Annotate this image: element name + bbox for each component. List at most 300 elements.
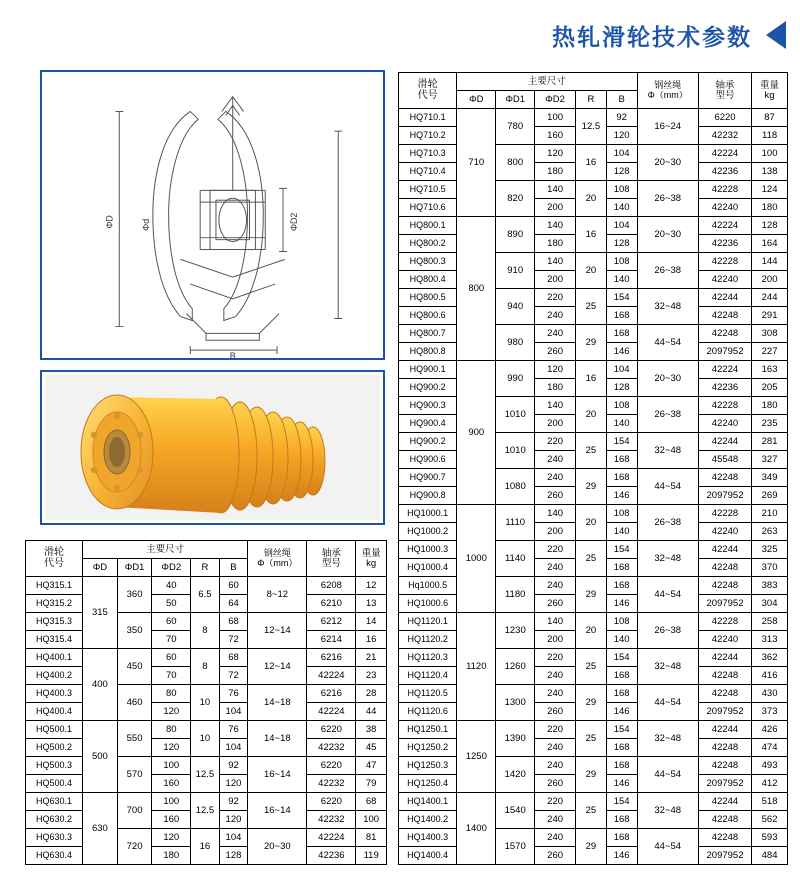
cell-code: HQ315.4 xyxy=(26,631,83,649)
cell-weight: 16 xyxy=(356,631,387,649)
cell-b: 140 xyxy=(606,631,637,649)
cell-d2: 240 xyxy=(535,469,576,487)
cell-code: HQ500.2 xyxy=(26,739,83,757)
sheave-cross-section-drawing xyxy=(42,72,383,358)
table-row xyxy=(26,721,387,739)
cell-r: 25 xyxy=(576,289,607,325)
cell-code: HQ1120.3 xyxy=(399,649,457,667)
cell-d2: 240 xyxy=(535,577,576,595)
cell-d2: 140 xyxy=(535,253,576,271)
cell-d2: 220 xyxy=(535,649,576,667)
cell-weight: 21 xyxy=(356,649,387,667)
cell-rope: 32~48 xyxy=(637,289,698,325)
cell-r: 16 xyxy=(191,829,220,865)
cell-d1: 1230 xyxy=(496,613,535,649)
cell-b: 72 xyxy=(219,631,248,649)
cell-rope: 26~38 xyxy=(637,613,698,649)
cell-weight: 45 xyxy=(356,739,387,757)
cell-b: 128 xyxy=(606,235,637,253)
cell-code: HQ1120.4 xyxy=(399,667,457,685)
cell-code: HQ900.2 xyxy=(399,433,457,451)
cell-rope: 32~48 xyxy=(637,433,698,469)
cell-code: HQ1120.1 xyxy=(399,613,457,631)
cell-weight: 81 xyxy=(356,829,387,847)
cell-d2: 140 xyxy=(535,613,576,631)
cell-b: 168 xyxy=(606,451,637,469)
cell-d1: 1010 xyxy=(496,433,535,469)
cell-bearing: 6216 xyxy=(307,685,356,703)
cell-code: HQ800.6 xyxy=(399,307,457,325)
cell-d2: 200 xyxy=(535,415,576,433)
cell-code: HQ1120.5 xyxy=(399,685,457,703)
cell-weight: 518 xyxy=(752,793,788,811)
cell-bearing: 42232 xyxy=(307,739,356,757)
cell-b: 168 xyxy=(606,757,637,775)
cell-bearing: 6212 xyxy=(307,613,356,631)
header-dim-1: ΦD1 xyxy=(496,91,535,109)
cell-code: HQ630.2 xyxy=(26,811,83,829)
cell-r: 29 xyxy=(576,685,607,721)
cell-rope: 26~38 xyxy=(637,253,698,289)
cell-weight: 493 xyxy=(752,757,788,775)
cell-bearing: 42248 xyxy=(698,577,751,595)
cell-r: 25 xyxy=(576,541,607,577)
cell-code: HQ1400.3 xyxy=(399,829,457,847)
cell-r: 29 xyxy=(576,829,607,865)
cell-weight: 164 xyxy=(752,235,788,253)
cell-code: HQ800.3 xyxy=(399,253,457,271)
cell-d2: 260 xyxy=(535,703,576,721)
header-dim-1: ΦD1 xyxy=(117,559,152,577)
table-row xyxy=(399,613,788,631)
cell-bearing: 42224 xyxy=(698,145,751,163)
cell-d1: 910 xyxy=(496,253,535,289)
cell-code: HQ900.8 xyxy=(399,487,457,505)
cell-code: HQ710.3 xyxy=(399,145,457,163)
svg-text:Φd: Φd xyxy=(140,218,151,231)
cell-code: HQ315.3 xyxy=(26,613,83,631)
cell-code: HQ1000.4 xyxy=(399,559,457,577)
cell-weight: 100 xyxy=(356,811,387,829)
cell-d2: 140 xyxy=(535,397,576,415)
cell-b: 154 xyxy=(606,649,637,667)
cell-rope: 44~54 xyxy=(637,469,698,505)
cell-code: HQ315.2 xyxy=(26,595,83,613)
cell-d2: 180 xyxy=(535,163,576,181)
technical-drawing-panel xyxy=(40,70,385,360)
cell-b: 104 xyxy=(219,703,248,721)
cell-bearing: 42236 xyxy=(698,163,751,181)
cell-rope: 8~12 xyxy=(248,577,307,613)
cell-code: HQ1250.2 xyxy=(399,739,457,757)
cell-d2: 120 xyxy=(535,145,576,163)
cell-bearing: 6220 xyxy=(307,721,356,739)
table-row xyxy=(399,721,788,739)
header-code: 滑轮 代号 xyxy=(26,541,83,577)
header-rope: 钢丝绳 Φ（mm） xyxy=(637,73,698,109)
table-row xyxy=(399,505,788,523)
cell-b: 92 xyxy=(606,109,637,127)
cell-d2: 240 xyxy=(535,739,576,757)
cell-b: 146 xyxy=(606,847,637,865)
cell-bearing: 6208 xyxy=(307,577,356,595)
cell-b: 108 xyxy=(606,253,637,271)
cell-d1: 1180 xyxy=(496,577,535,613)
cell-code: HQ710.2 xyxy=(399,127,457,145)
header-code: 滑轮 代号 xyxy=(399,73,457,109)
spec-table-large xyxy=(398,72,788,865)
cell-r: 25 xyxy=(576,649,607,685)
cell-rope: 20~30 xyxy=(637,361,698,397)
cell-d: 315 xyxy=(83,577,118,649)
cell-code: HQ900.7 xyxy=(399,469,457,487)
table-row xyxy=(399,109,788,127)
header-dim-2: ΦD2 xyxy=(152,559,191,577)
cell-d: 1250 xyxy=(457,721,496,793)
cell-d2: 160 xyxy=(152,775,191,793)
cell-bearing: 42228 xyxy=(698,397,751,415)
cell-d2: 100 xyxy=(152,757,191,775)
cell-code: HQ1250.1 xyxy=(399,721,457,739)
cell-weight: 23 xyxy=(356,667,387,685)
cell-d1: 700 xyxy=(117,793,152,829)
cell-rope: 44~54 xyxy=(637,757,698,793)
cell-bearing: 42228 xyxy=(698,181,751,199)
cell-d2: 160 xyxy=(152,811,191,829)
cell-d2: 100 xyxy=(152,793,191,811)
header-dim-3: R xyxy=(191,559,220,577)
cell-weight: 362 xyxy=(752,649,788,667)
cell-b: 128 xyxy=(606,379,637,397)
cell-b: 168 xyxy=(606,559,637,577)
table-row xyxy=(26,685,387,703)
cell-d1: 550 xyxy=(117,721,152,757)
cell-d1: 780 xyxy=(496,109,535,145)
cell-d: 400 xyxy=(83,649,118,721)
cell-bearing: 42244 xyxy=(698,793,751,811)
cell-d2: 220 xyxy=(535,289,576,307)
cell-d1: 990 xyxy=(496,361,535,397)
cell-rope: 12~14 xyxy=(248,613,307,649)
cell-b: 154 xyxy=(606,541,637,559)
cell-weight: 235 xyxy=(752,415,788,433)
cell-d2: 240 xyxy=(535,757,576,775)
product-photo xyxy=(45,375,380,520)
cell-d2: 70 xyxy=(152,667,191,685)
cell-r: 20 xyxy=(576,181,607,217)
cell-weight: 327 xyxy=(752,451,788,469)
cell-b: 154 xyxy=(606,721,637,739)
cell-d: 800 xyxy=(457,217,496,361)
cell-rope: 32~48 xyxy=(637,649,698,685)
cell-d1: 460 xyxy=(117,685,152,721)
cell-d2: 260 xyxy=(535,343,576,361)
cell-weight: 87 xyxy=(752,109,788,127)
cell-b: 154 xyxy=(606,433,637,451)
cell-code: HQ1000.3 xyxy=(399,541,457,559)
header-bearing: 轴承 型号 xyxy=(307,541,356,577)
cell-bearing: 6216 xyxy=(307,649,356,667)
cell-code: HQ1400.4 xyxy=(399,847,457,865)
cell-code: HQ400.4 xyxy=(26,703,83,721)
cell-code: HQ800.1 xyxy=(399,217,457,235)
cell-r: 16 xyxy=(576,145,607,181)
cell-weight: 100 xyxy=(752,145,788,163)
cell-r: 10 xyxy=(191,721,220,757)
header-weight: 重量 kg xyxy=(752,73,788,109)
cell-weight: 28 xyxy=(356,685,387,703)
cell-d1: 360 xyxy=(117,577,152,613)
header-bearing: 轴承 型号 xyxy=(698,73,751,109)
cell-code: HQ800.4 xyxy=(399,271,457,289)
cell-code: HQ710.4 xyxy=(399,163,457,181)
cell-d: 1400 xyxy=(457,793,496,865)
cell-r: 29 xyxy=(576,577,607,613)
cell-bearing: 42228 xyxy=(698,505,751,523)
cell-bearing: 2097952 xyxy=(698,703,751,721)
cell-weight: 313 xyxy=(752,631,788,649)
cell-d2: 260 xyxy=(535,595,576,613)
table-row xyxy=(399,217,788,235)
cell-d: 710 xyxy=(457,109,496,217)
cell-d2: 220 xyxy=(535,541,576,559)
cell-d2: 200 xyxy=(535,199,576,217)
cell-d2: 180 xyxy=(535,235,576,253)
cell-d2: 200 xyxy=(535,523,576,541)
cell-b: 108 xyxy=(606,397,637,415)
header-dim-4: B xyxy=(219,559,248,577)
cell-d1: 1110 xyxy=(496,505,535,541)
cell-r: 29 xyxy=(576,325,607,361)
cell-weight: 349 xyxy=(752,469,788,487)
cell-weight: 13 xyxy=(356,595,387,613)
cell-weight: 144 xyxy=(752,253,788,271)
cell-d2: 140 xyxy=(535,181,576,199)
cell-d2: 260 xyxy=(535,847,576,865)
cell-weight: 227 xyxy=(752,343,788,361)
cell-bearing: 42224 xyxy=(307,667,356,685)
cell-d2: 160 xyxy=(535,127,576,145)
cell-rope: 26~38 xyxy=(637,505,698,541)
cell-weight: 12 xyxy=(356,577,387,595)
cell-bearing: 42224 xyxy=(307,703,356,721)
cell-b: 108 xyxy=(606,181,637,199)
cell-bearing: 42248 xyxy=(698,739,751,757)
cell-d: 500 xyxy=(83,721,118,793)
cell-weight: 44 xyxy=(356,703,387,721)
cell-rope: 20~30 xyxy=(637,217,698,253)
cell-b: 168 xyxy=(606,577,637,595)
cell-r: 25 xyxy=(576,721,607,757)
cell-bearing: 42248 xyxy=(698,829,751,847)
cell-weight: 370 xyxy=(752,559,788,577)
cell-bearing: 42232 xyxy=(698,127,751,145)
cell-b: 168 xyxy=(606,325,637,343)
cell-bearing: 2097952 xyxy=(698,487,751,505)
cell-rope: 44~54 xyxy=(637,325,698,361)
cell-bearing: 42248 xyxy=(698,685,751,703)
cell-code: HQ400.2 xyxy=(26,667,83,685)
cell-d2: 260 xyxy=(535,775,576,793)
cell-d1: 890 xyxy=(496,217,535,253)
svg-text:B: B xyxy=(229,350,236,358)
cell-code: HQ800.2 xyxy=(399,235,457,253)
cell-weight: 200 xyxy=(752,271,788,289)
cell-d2: 140 xyxy=(535,217,576,235)
cell-d: 630 xyxy=(83,793,118,865)
left-triangle-icon xyxy=(766,21,786,49)
cell-d1: 1570 xyxy=(496,829,535,865)
cell-d1: 1080 xyxy=(496,469,535,505)
cell-weight: 291 xyxy=(752,307,788,325)
table-header-row xyxy=(399,73,788,91)
cell-bearing: 42224 xyxy=(307,829,356,847)
table-row xyxy=(26,613,387,631)
cell-bearing: 42240 xyxy=(698,271,751,289)
page-header xyxy=(400,10,790,60)
cell-bearing: 2097952 xyxy=(698,343,751,361)
cell-rope: 12~14 xyxy=(248,649,307,685)
cell-b: 168 xyxy=(606,685,637,703)
spec-table-small xyxy=(25,540,387,865)
cell-b: 146 xyxy=(606,487,637,505)
cell-weight: 383 xyxy=(752,577,788,595)
cell-b: 72 xyxy=(219,667,248,685)
cell-b: 140 xyxy=(606,271,637,289)
cell-weight: 484 xyxy=(752,847,788,865)
cell-bearing: 42248 xyxy=(698,325,751,343)
cell-r: 20 xyxy=(576,397,607,433)
cell-bearing: 45548 xyxy=(698,451,751,469)
cell-b: 76 xyxy=(219,721,248,739)
cell-weight: 308 xyxy=(752,325,788,343)
header-dim-2: ΦD2 xyxy=(535,91,576,109)
cell-d2: 240 xyxy=(535,667,576,685)
cell-b: 146 xyxy=(606,703,637,721)
cell-bearing: 2097952 xyxy=(698,595,751,613)
cell-b: 140 xyxy=(606,523,637,541)
table-row xyxy=(26,793,387,811)
cell-code: HQ500.1 xyxy=(26,721,83,739)
cell-r: 20 xyxy=(576,613,607,649)
cell-code: HQ800.5 xyxy=(399,289,457,307)
table-row xyxy=(26,757,387,775)
cell-d2: 100 xyxy=(535,109,576,127)
cell-d2: 240 xyxy=(535,451,576,469)
cell-code: HQ500.4 xyxy=(26,775,83,793)
cell-rope: 14~18 xyxy=(248,685,307,721)
cell-d2: 220 xyxy=(535,721,576,739)
cell-b: 154 xyxy=(606,289,637,307)
cell-d2: 240 xyxy=(535,307,576,325)
cell-bearing: 42248 xyxy=(698,469,751,487)
cell-b: 120 xyxy=(219,775,248,793)
cell-r: 16 xyxy=(576,217,607,253)
cell-d2: 240 xyxy=(535,829,576,847)
sheave-stack-illustration xyxy=(45,375,380,520)
cell-d2: 80 xyxy=(152,685,191,703)
cell-bearing: 42228 xyxy=(698,613,751,631)
cell-bearing: 42232 xyxy=(307,811,356,829)
cell-bearing: 42224 xyxy=(698,361,751,379)
cell-bearing: 6220 xyxy=(698,109,751,127)
cell-weight: 163 xyxy=(752,361,788,379)
cell-d2: 260 xyxy=(535,487,576,505)
cell-b: 104 xyxy=(219,829,248,847)
cell-d1: 940 xyxy=(496,289,535,325)
cell-code: HQ1000.6 xyxy=(399,595,457,613)
cell-b: 120 xyxy=(606,127,637,145)
cell-d: 900 xyxy=(457,361,496,505)
cell-b: 120 xyxy=(219,811,248,829)
cell-d2: 220 xyxy=(535,433,576,451)
cell-bearing: 42244 xyxy=(698,721,751,739)
cell-weight: 426 xyxy=(752,721,788,739)
cell-bearing: 6214 xyxy=(307,631,356,649)
cell-weight: 304 xyxy=(752,595,788,613)
cell-b: 168 xyxy=(606,829,637,847)
cell-bearing: 42248 xyxy=(698,307,751,325)
cell-weight: 118 xyxy=(752,127,788,145)
cell-code: HQ1400.2 xyxy=(399,811,457,829)
cell-rope: 44~54 xyxy=(637,829,698,865)
cell-weight: 430 xyxy=(752,685,788,703)
cell-b: 146 xyxy=(606,775,637,793)
cell-code: HQ400.1 xyxy=(26,649,83,667)
cell-d2: 120 xyxy=(535,361,576,379)
cell-d2: 200 xyxy=(535,271,576,289)
table-row xyxy=(399,361,788,379)
cell-d2: 240 xyxy=(535,811,576,829)
cell-bearing: 42244 xyxy=(698,289,751,307)
cell-d1: 1260 xyxy=(496,649,535,685)
cell-d2: 50 xyxy=(152,595,191,613)
header-rope: 钢丝绳 Φ（mm） xyxy=(248,541,307,577)
cell-weight: 281 xyxy=(752,433,788,451)
cell-rope: 20~30 xyxy=(248,829,307,865)
cell-weight: 180 xyxy=(752,397,788,415)
cell-b: 108 xyxy=(606,505,637,523)
cell-r: 8 xyxy=(191,649,220,685)
cell-d2: 140 xyxy=(535,505,576,523)
cell-d2: 120 xyxy=(152,739,191,757)
cell-b: 108 xyxy=(606,613,637,631)
cell-b: 104 xyxy=(606,145,637,163)
cell-d1: 1010 xyxy=(496,397,535,433)
cell-code: HQ800.7 xyxy=(399,325,457,343)
cell-bearing: 42240 xyxy=(698,523,751,541)
cell-d1: 1140 xyxy=(496,541,535,577)
cell-rope: 14~18 xyxy=(248,721,307,757)
cell-b: 146 xyxy=(606,595,637,613)
cell-d1: 720 xyxy=(117,829,152,865)
cell-bearing: 42236 xyxy=(698,235,751,253)
cell-code: HQ710.6 xyxy=(399,199,457,217)
cell-r: 20 xyxy=(576,505,607,541)
cell-code: HQ630.3 xyxy=(26,829,83,847)
cell-r: 10 xyxy=(191,685,220,721)
cell-rope: 16~24 xyxy=(637,109,698,145)
cell-r: 20 xyxy=(576,253,607,289)
cell-weight: 180 xyxy=(752,199,788,217)
cell-b: 168 xyxy=(606,667,637,685)
cell-weight: 593 xyxy=(752,829,788,847)
cell-bearing: 2097952 xyxy=(698,775,751,793)
cell-code: HQ1400.1 xyxy=(399,793,457,811)
cell-rope: 44~54 xyxy=(637,577,698,613)
cell-bearing: 42244 xyxy=(698,541,751,559)
cell-weight: 138 xyxy=(752,163,788,181)
